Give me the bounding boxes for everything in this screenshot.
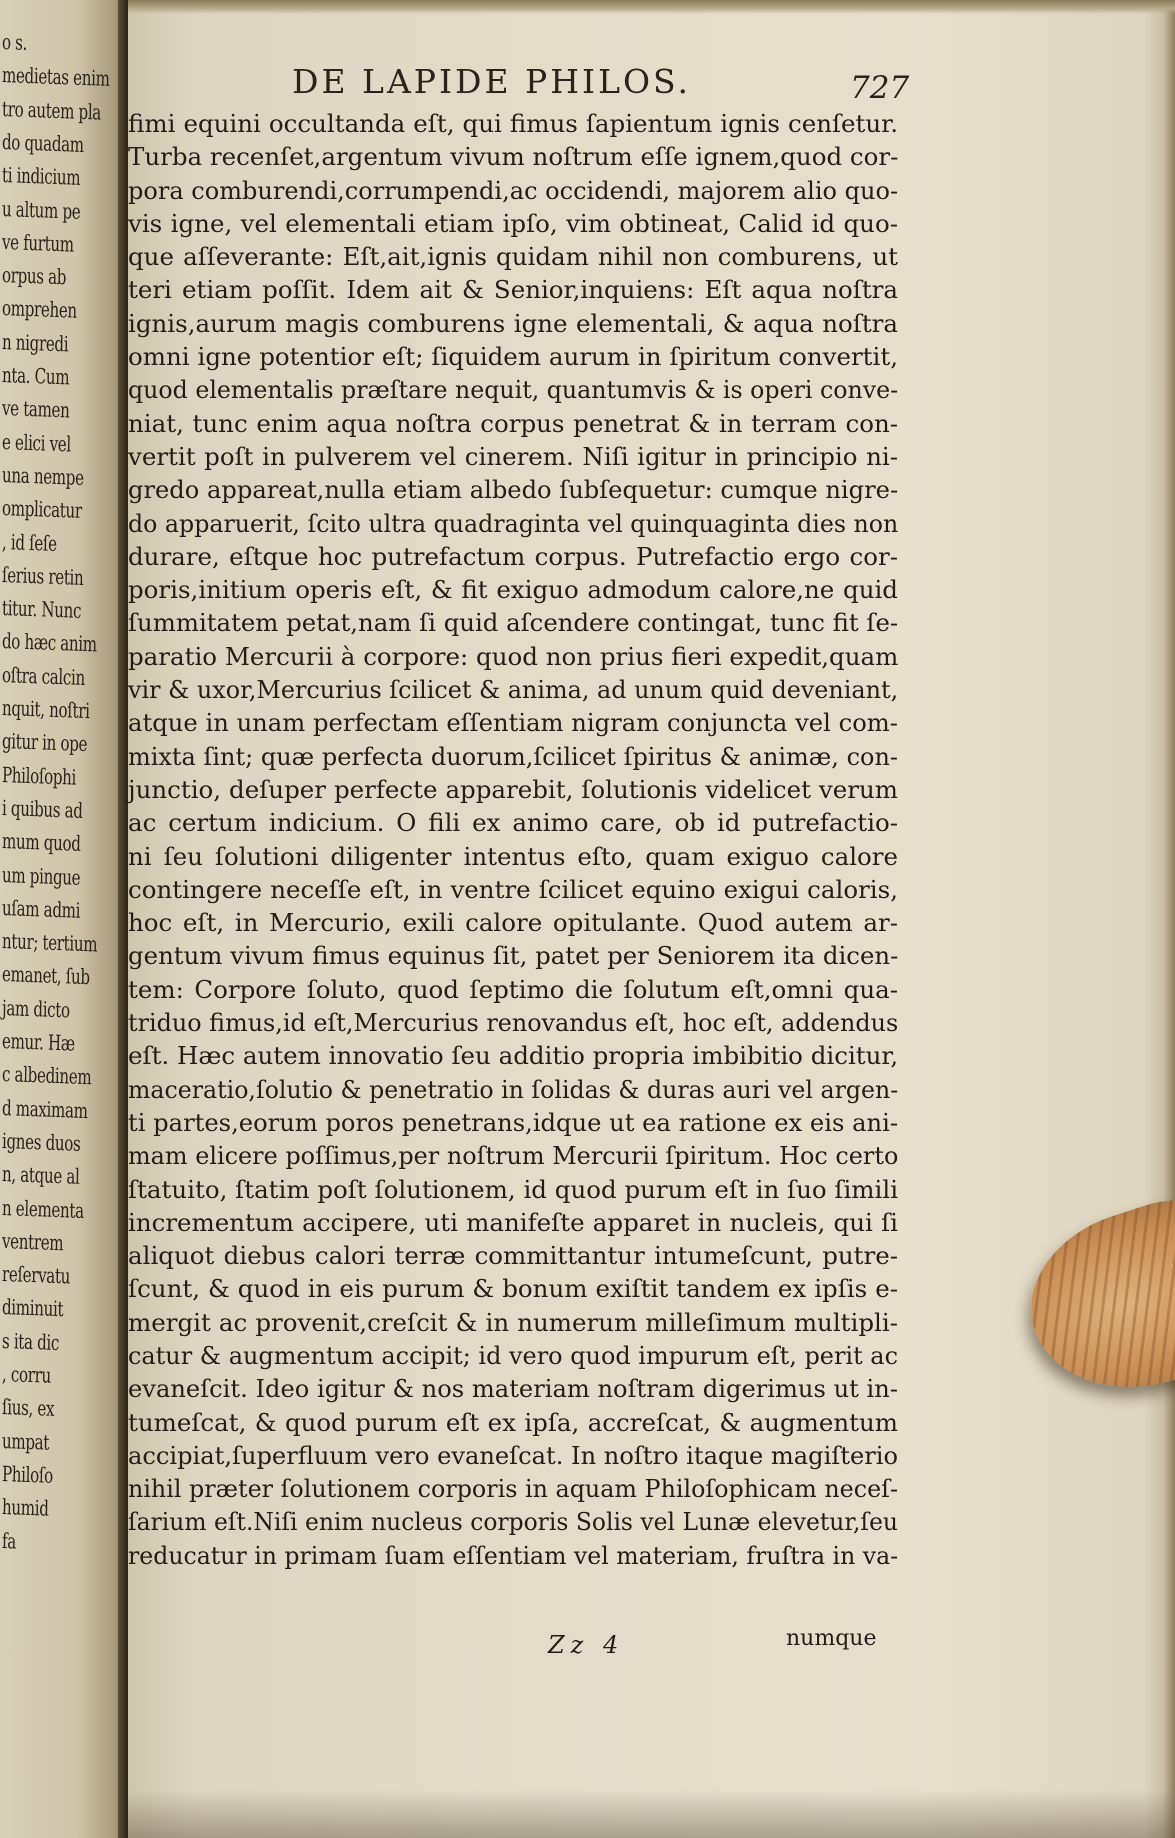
text-line: que aſſeverante: Eſt,ait,ignis quidam nihil non comburens, ut bbox=[128, 242, 898, 272]
left-page-fragment: ti indicium bbox=[1, 163, 81, 191]
text-line: ſarium eſt.Niſi enim nucleus corporis Solis vel Lunæ elevetur,ſeu bbox=[128, 1507, 898, 1537]
left-page-fragment: tro autem pla bbox=[1, 96, 102, 125]
left-page-fragment: do quadam bbox=[1, 129, 85, 157]
text-line: atque in unam perfectam eſſentiam nigram conjuncta vel com- bbox=[128, 708, 898, 738]
left-page-fragment: medietas enim bbox=[1, 63, 110, 92]
text-line: ſummitatem petat,nam ſi quid aſcendere contingat, tunc fit ſe- bbox=[128, 608, 899, 638]
left-page-fragment: ntur; tertium bbox=[1, 929, 98, 957]
text-line: ti partes,eorum poros penetrans,idque ut ea ratione ex eis ani- bbox=[128, 1107, 898, 1137]
text-line: triduo fimus,id eſt,Mercurius renovandus eſt, hoc eſt, addendus bbox=[128, 1008, 899, 1038]
left-page-fragment: umpat bbox=[1, 1428, 50, 1455]
text-line: mixta ſint; quæ perfecta duorum,ſcilicet ſpiritus & animæ, con- bbox=[128, 741, 898, 771]
text-line: vir & uxor,Mercurius ſcilicet & anima, ad unum quid deveniant, bbox=[128, 675, 899, 705]
left-page-fragment: u altum pe bbox=[1, 196, 81, 224]
text-line: catur & augmentum accipit; id vero quod impurum eſt, perit ac bbox=[128, 1340, 898, 1370]
left-page-fragment: emur. Hæ bbox=[1, 1029, 75, 1056]
page-number: 727 bbox=[850, 70, 910, 106]
bottom-shadow bbox=[128, 1790, 1175, 1838]
text-line: gredo appareat,nulla etiam albedo ſubſequetur: cumque nigre- bbox=[128, 475, 899, 505]
text-line: reducatur in primam ſuam eſſentiam vel materiam, fruſtra in va- bbox=[128, 1540, 899, 1570]
text-line: do apparuerit, ſcito ultra quadraginta vel quinquaginta dies non bbox=[128, 508, 899, 538]
text-line: ignis,aurum magis comburens igne elementali, & aqua noſtra bbox=[128, 308, 898, 338]
left-page-fragment: oſtra calcin bbox=[1, 662, 86, 690]
text-line: ſtatuito, ſtatim poſt ſolutionem, id quod purum eſt in ſuo ſimili bbox=[128, 1174, 899, 1204]
left-page-fragment: diminuit bbox=[1, 1295, 64, 1322]
page-edge bbox=[1145, 0, 1175, 1838]
left-page-fragment: nta. Cum bbox=[1, 363, 70, 390]
left-page-fragment: reſervatu bbox=[1, 1262, 71, 1289]
left-page-fragment: e elici vel bbox=[1, 429, 72, 457]
text-line: durare, eſtque hoc putrefactum corpus. Putrefactio ergo cor- bbox=[128, 541, 898, 571]
left-page-fragment: do hæc anim bbox=[1, 629, 97, 657]
left-page-fragment: ventrem bbox=[1, 1228, 64, 1256]
text-line: evaneſcit. Ideo igitur & nos materiam noſtram digerimus ut in- bbox=[128, 1374, 898, 1404]
left-page-fragment: uſam admi bbox=[1, 895, 81, 923]
left-page-fragment: n, atque al bbox=[1, 1162, 80, 1190]
text-line: tumeſcat, & quod purum eſt ex ipſa, accreſcat, & augmentum bbox=[128, 1407, 898, 1437]
left-page-fragment: n nigredi bbox=[1, 329, 69, 357]
left-page-fragment: orpus ab bbox=[1, 263, 67, 290]
left-page-fragment: d maximam bbox=[1, 1095, 88, 1123]
text-line: junctio, deſuper perfecte apparebit, ſolutionis videlicet verum bbox=[128, 774, 898, 804]
left-page-fragment: humid bbox=[1, 1495, 49, 1521]
left-page-fragment: emanet, ſub bbox=[1, 962, 90, 990]
left-page bbox=[0, 0, 128, 1838]
left-page-fragment: mum quod bbox=[1, 829, 81, 857]
text-line: incrementum accipere, uti manifeſte apparet in nucleis, qui ſi bbox=[128, 1207, 898, 1237]
text-line: maceratio,ſolutio & penetratio in ſolidas & duras auri vel argen- bbox=[128, 1074, 899, 1104]
text-line: mam elicere poſſimus,per noſtrum Mercurii ſpiritum. Hoc certo bbox=[128, 1141, 899, 1171]
running-title: DE LAPIDE PHILOS. bbox=[292, 62, 691, 101]
text-line: nihil præter ſolutionem corporis in aquam Philoſophicam neceſ- bbox=[128, 1474, 898, 1504]
left-page-fragment: jam dicto bbox=[1, 995, 70, 1023]
text-line: Turba recenſet,argentum vivum noſtrum eſſe ignem,quod cor- bbox=[128, 142, 899, 172]
text-line: paratio Mercurii à corpore: quod non prius fieri expedit,quam bbox=[128, 641, 899, 671]
left-page-fragment: Philoſophi bbox=[1, 762, 77, 790]
text-line: tem: Corpore ſoluto, quod ſeptimo die ſolutum eſt,omni qua- bbox=[128, 974, 898, 1004]
left-page-fragment: titur. Nunc bbox=[1, 596, 82, 623]
left-page-fragment: s ita dic bbox=[1, 1328, 60, 1355]
text-line: omni igne potentior eſt; ſiquidem aurum in ſpiritum convertit, bbox=[128, 342, 898, 372]
text-line: quod elementalis præſtare nequit, quantumvis & is operi conve- bbox=[128, 375, 899, 405]
text-line: contingere neceſſe eſt, in ventre ſcilicet equino exigui caloris, bbox=[128, 874, 898, 904]
text-block bbox=[128, 107, 898, 1572]
left-page-fragment: um pingue bbox=[1, 862, 81, 890]
left-page-fragment: ſius, ex bbox=[1, 1395, 55, 1422]
text-line: niat, tunc enim aqua noſtra corpus penetrat & in terram con- bbox=[128, 408, 898, 438]
left-page-fragment: ignes duos bbox=[1, 1128, 81, 1156]
text-line: ſcunt, & quod in eis purum & bonum exiſtit tandem ex ipſis e- bbox=[128, 1274, 898, 1304]
text-line: vis igne, vel elementali etiam ipſo, vim obtineat, Calid id quo- bbox=[128, 208, 898, 238]
text-line: ni ſeu ſolutioni diligenter intentus eſto, quam exiguo calore bbox=[128, 841, 898, 871]
left-page-fragment: ſerius retin bbox=[1, 562, 84, 590]
text-line: hoc eſt, in Mercurio, exili calore opitulante. Quod autem ar- bbox=[128, 908, 898, 938]
text-line: accipiat,ſuperfluum vero evaneſcat. In noſtro itaque magiſterio bbox=[128, 1440, 898, 1470]
left-page-fragment: omplicatur bbox=[1, 496, 82, 524]
left-page-fragment: gitur in ope bbox=[1, 729, 88, 757]
text-line: poris,initium operis eſt, & fit exiguo admodum calore,ne quid bbox=[128, 575, 898, 605]
left-page-fragment: nquit, noſtri bbox=[1, 696, 90, 724]
left-page-fragment: n elementa bbox=[1, 1195, 84, 1223]
left-page-fragment: una nempe bbox=[1, 462, 84, 490]
left-page-fragment: , id ſeſe bbox=[1, 529, 57, 556]
left-page-fragment: , corru bbox=[1, 1362, 52, 1388]
left-page-fragment: omprehen bbox=[1, 296, 78, 324]
text-line: gentum vivum fimus equinus ſit, patet per Seniorem ita dicen- bbox=[128, 941, 899, 971]
signature-mark: Zz 4 bbox=[548, 1631, 625, 1659]
text-line: teri etiam poſſit. Idem ait & Senior,inquiens: Eſt aqua noſtra bbox=[128, 275, 898, 305]
left-page-fragment: Philoſo bbox=[1, 1461, 54, 1488]
text-line: eſt. Hæc autem innovatio ſeu additio propria imbibitio dicitur, bbox=[128, 1041, 899, 1071]
text-line: fimi equini occultanda eſt, qui fimus ſapientum ignis cenſetur. bbox=[128, 109, 898, 138]
text-line: vertit poſt in pulverem vel cinerem. Niſi igitur in principio ni- bbox=[128, 441, 898, 471]
left-page-fragment: o s. bbox=[1, 30, 28, 55]
left-page-fragment: c albedinem bbox=[1, 1062, 92, 1090]
left-page-fragment: i quibus ad bbox=[1, 795, 83, 823]
left-page-fragment: ve tamen bbox=[1, 396, 70, 423]
top-edge-shadow bbox=[128, 0, 1175, 14]
text-line: pora comburendi,corrumpendi,ac occidendi, majorem alio quo- bbox=[128, 175, 899, 205]
text-line: mergit ac provenit,creſcit & in numerum milleſimum multipli- bbox=[128, 1307, 898, 1337]
left-page-fragment: ve furtum bbox=[1, 229, 74, 257]
catchword: numque bbox=[786, 1626, 877, 1651]
text-line: ac certum indicium. O fili ex animo care, ob id putrefactio- bbox=[128, 808, 898, 838]
left-page-fragment: fa bbox=[1, 1528, 17, 1554]
text-line: aliquot diebus calori terræ committantur intumeſcunt, putre- bbox=[128, 1241, 898, 1271]
